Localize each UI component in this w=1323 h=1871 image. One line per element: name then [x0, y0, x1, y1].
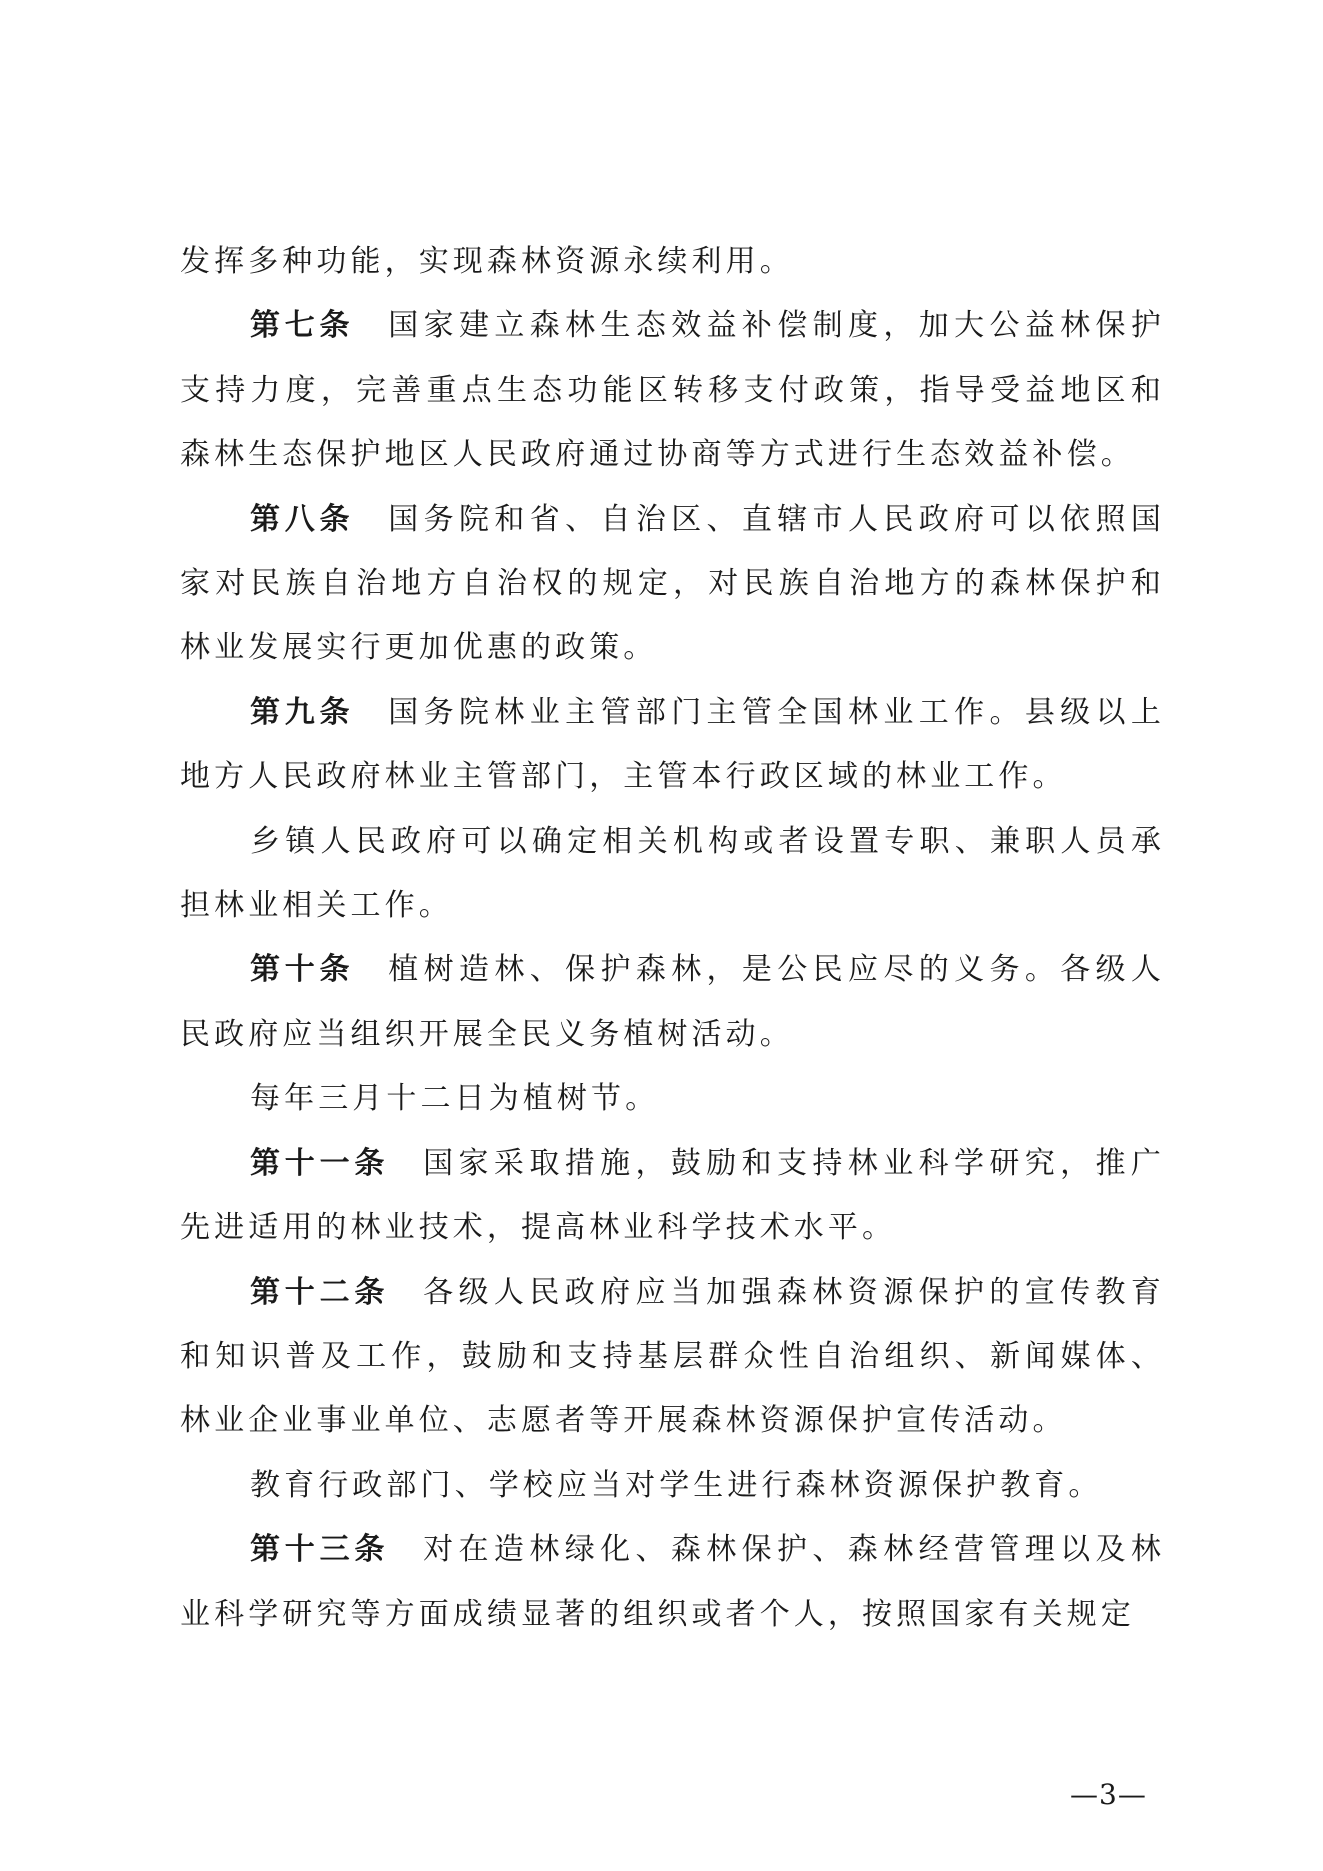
- paragraph-text: 发挥多种功能，实现森林资源永续利用。: [180, 244, 794, 279]
- article-text: 植树造林、保护森林，是公民应尽的义务。各级人民政府应当组织开展全民义务植树活动。: [180, 952, 1166, 1052]
- article-11: [180, 1132, 1165, 1261]
- article-heading: 第十条: [250, 952, 355, 988]
- article-text: 各级人民政府应当加强森林资源保护的宣传教育和知识普及工作，鼓励和支持基层群众性自治组织、新闻媒体、林业企业事业单位、志愿者等开展森林资源保护宣传活动。: [180, 1274, 1165, 1439]
- article-13: [180, 1518, 1165, 1647]
- article-heading: 第十二条: [250, 1274, 390, 1310]
- paragraph-text: 每年三月十二日为植树节。: [250, 1081, 660, 1117]
- article-heading: 第九条: [250, 694, 355, 730]
- paragraph-text: 教育行政部门、学校应当对学生进行森林资源保护教育。: [250, 1467, 1103, 1503]
- page-number: —3—: [1070, 1778, 1147, 1811]
- article-text: 国家建立森林生态效益补偿制度，加大公益林保护支持力度，完善重点生态功能区转移支付政策，指导受益地区和森林生态保护地区人民政府通过协商等方式进行生态效益补偿。: [180, 308, 1166, 473]
- article-8: [180, 488, 1165, 681]
- article-12-paragraph-2: [180, 1454, 1165, 1518]
- article-heading: 第八条: [250, 501, 355, 537]
- article-text: 国家采取措施，鼓励和支持林业科学研究，推广先进适用的林业技术，提高林业科学技术水平。: [180, 1145, 1165, 1246]
- article-9-paragraph-2: [180, 810, 1165, 939]
- paragraph-continuation: [180, 230, 1165, 294]
- article-text: 对在造林绿化、森林保护、森林经营管理以及林业科学研究等方面成绩显著的组织或者个人，按照国家有关规定: [180, 1532, 1165, 1632]
- paragraph-text: 乡镇人民政府可以确定相关机构或者设置专职、兼职人员承担林业相关工作。: [180, 823, 1165, 924]
- article-text: 国务院林业主管部门主管全国林业工作。县级以上地方人民政府林业主管部门，主管本行政区域的林业工作。: [180, 694, 1166, 795]
- article-12: [180, 1261, 1165, 1454]
- article-text: 国务院和省、自治区、直辖市人民政府可以依照国家对民族自治地方自治权的规定，对民族自治地方的森林保护和林业发展实行更加优惠的政策。: [180, 501, 1166, 666]
- article-heading: 第七条: [250, 308, 355, 344]
- article-heading: 第十一条: [250, 1145, 390, 1181]
- article-9: [180, 681, 1165, 810]
- article-10-paragraph-2: [180, 1067, 1165, 1131]
- document-body: [180, 230, 1165, 1647]
- article-10: [180, 938, 1165, 1067]
- article-7: [180, 294, 1165, 487]
- article-heading: 第十三条: [250, 1532, 390, 1568]
